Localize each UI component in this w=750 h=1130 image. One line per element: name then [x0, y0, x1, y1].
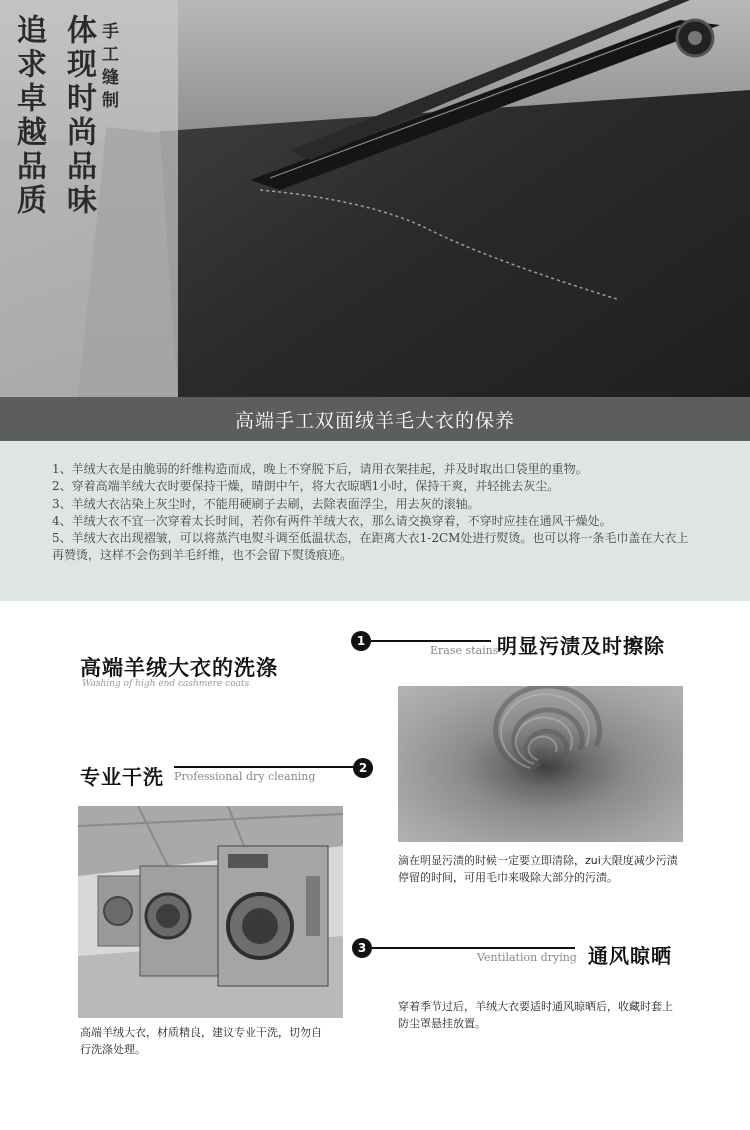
- care-title: 高端手工双面绒羊毛大衣的保养: [234, 409, 515, 432]
- step-1-english: Erase stains: [430, 644, 499, 657]
- washing-machines-image: [78, 806, 343, 1018]
- step-1-heading: 明显污渍及时擦除: [497, 634, 665, 658]
- step-2-english: Professional dry cleaning: [174, 770, 316, 783]
- step-3-caption: 穿着季节过后，羊绒大衣要适时通风晾晒后，收藏时套上防尘罩悬挂放置。: [398, 1000, 673, 1030]
- step-2-caption: 高端羊绒大衣，材质精良，建议专业干洗，切勿自行洗涤处理。: [80, 1026, 322, 1056]
- hero-handmade-label: 手工缝制: [98, 22, 118, 114]
- towel-photo: [398, 686, 683, 842]
- step-1-caption: 滴在明显污渍的时候一定要立即清除，zui大限度减少污渍停留的时间，可用毛巾来吸除大部分的污渍。: [398, 854, 678, 884]
- scissors-image: [250, 0, 750, 190]
- step-2-heading: 专业干洗: [80, 765, 164, 789]
- care-instructions: [0, 441, 750, 601]
- laundry-machines-photo: [78, 806, 343, 1018]
- hero-slogan-line-1: 体现时尚品味: [61, 14, 96, 218]
- step-3-english: Ventilation drying: [477, 951, 577, 964]
- step-1-badge: 1: [351, 631, 371, 651]
- care-item: 2、穿着高端羊绒大衣时要保持干燥，晴朗中午，将大衣晾晒1小时，保持干爽，并轻挑去灰尘。: [52, 479, 560, 494]
- care-item: 4、羊绒大衣不宜一次穿着太长时间，若你有两件羊绒大衣，那么请交换穿着，不穿时应挂在通风干燥处。: [52, 513, 612, 528]
- step-3-line: [372, 947, 575, 949]
- care-item: 1、羊绒大衣是由脆弱的纤维构造而成，晚上不穿脱下后，请用衣架挂起，并及时取出口袋里的重物。: [52, 462, 588, 476]
- step-2-line: [174, 766, 354, 768]
- hero-slogan-line-2: 追求卓越品质: [11, 14, 46, 218]
- care-item: 3、羊绒大衣沾染上灰尘时，不能用硬刷子去刷，去除表面浮尘，用去灰的滚轴。: [52, 496, 480, 511]
- chalk-line: [250, 170, 630, 310]
- wash-section-subtitle: Washing of high end cashmere coats: [82, 679, 250, 689]
- towel-swirl: [398, 686, 683, 842]
- step-1-line: [371, 640, 491, 642]
- step-2-badge: 2: [353, 758, 373, 778]
- wash-section-title: 高端羊绒大衣的洗涤: [80, 656, 278, 680]
- step-3-heading: 通风晾晒: [588, 944, 672, 968]
- care-item: 5、羊绒大衣出现褶皱，可以将蒸汽电熨斗调至低温状态，在距离大衣1-2CM处进行熨烫。也可以将一条毛巾盖在大衣上再赞烫，这样不会伤到羊毛纤维，也不会留下熨烫痕迹。: [52, 531, 689, 563]
- hero-banner: [0, 0, 750, 400]
- care-title-bar: [0, 397, 750, 441]
- step-3-badge: 3: [352, 938, 372, 958]
